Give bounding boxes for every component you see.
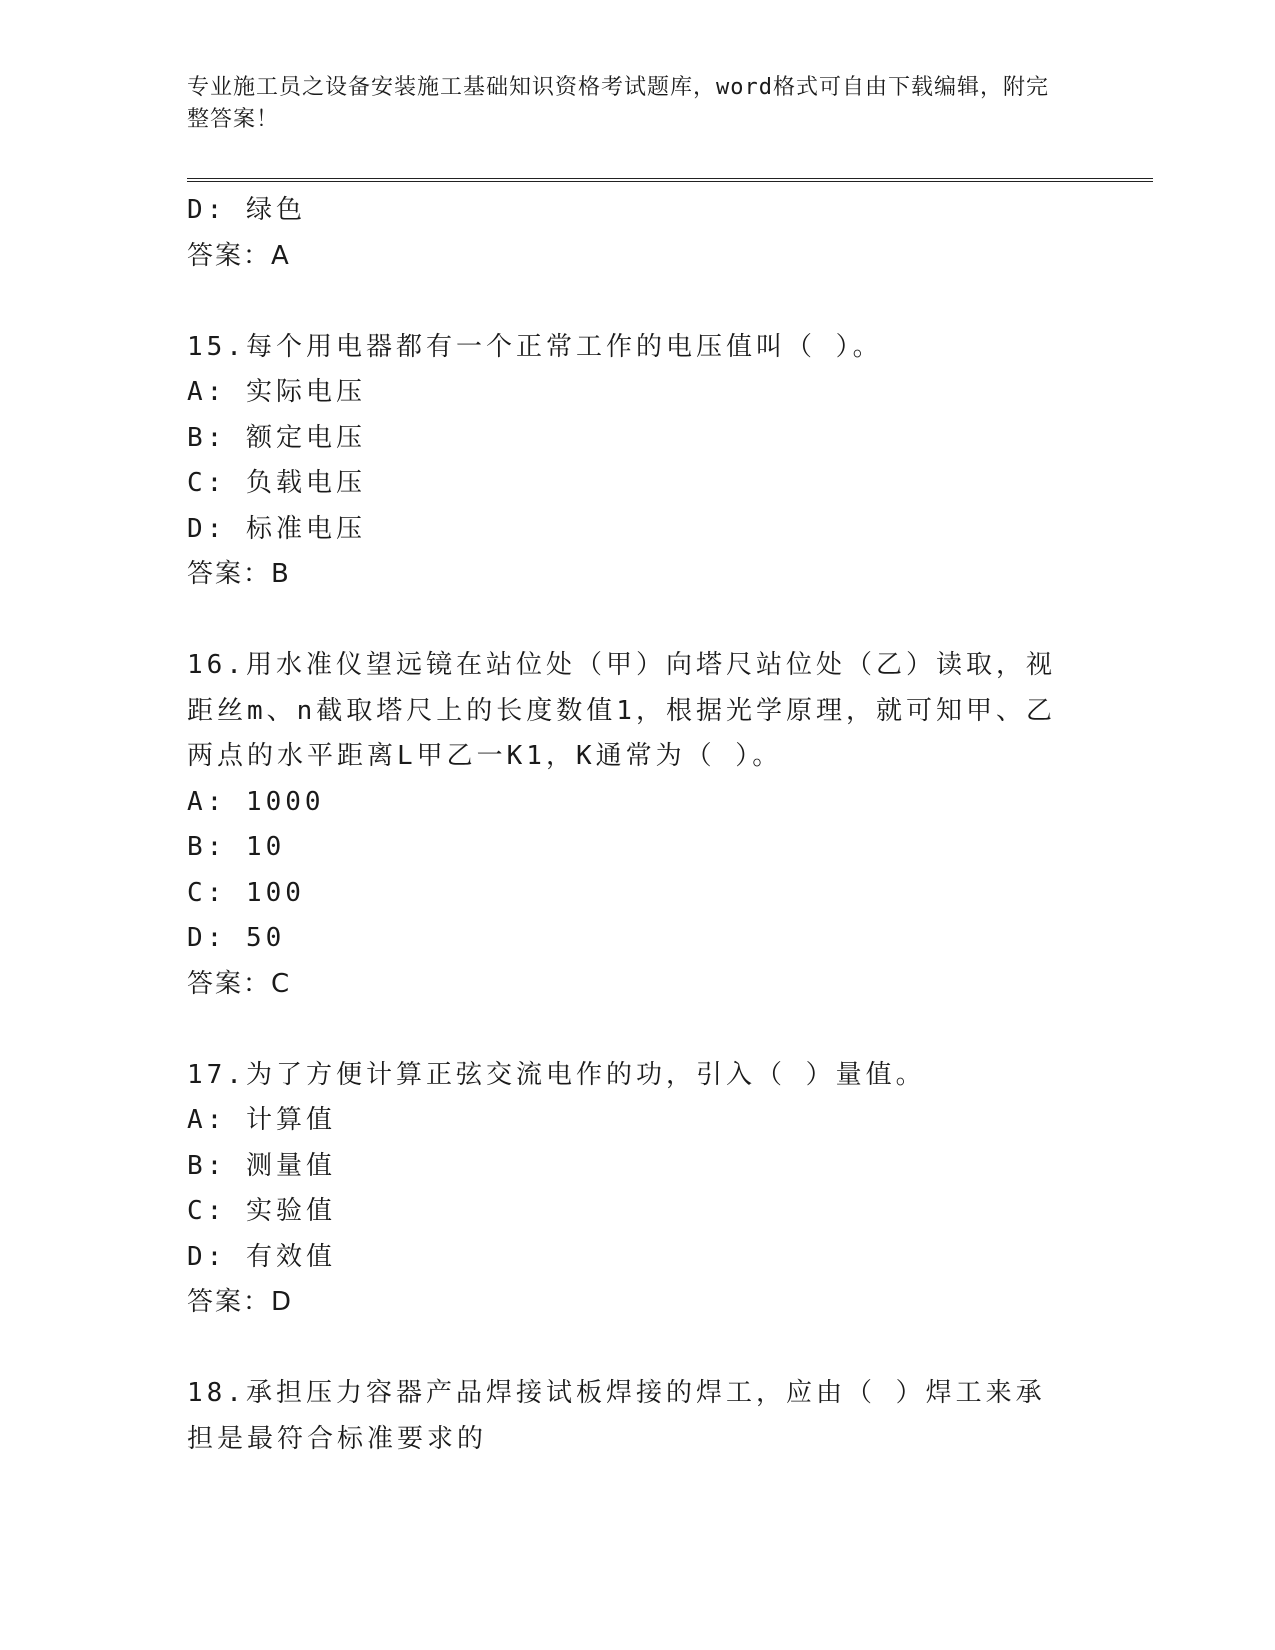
question-text: 17.为了方便计算正弦交流电作的功，引入（ ）量值。 xyxy=(187,1059,926,1090)
document-header xyxy=(187,72,1067,136)
option-a: A: 计算值 xyxy=(187,1105,336,1135)
option-c: C: 实验值 xyxy=(187,1196,336,1226)
prev-answer: 答案：A xyxy=(187,240,291,271)
option-b: B: 测量值 xyxy=(187,1150,336,1181)
option-d: D: 50 xyxy=(187,923,286,953)
question-17 xyxy=(187,1053,1087,1326)
question-15 xyxy=(187,325,1087,598)
option-d: D: 有效值 xyxy=(187,1241,336,1272)
question-text: 18.承担压力容器产品焊接试板焊接的焊工，应由（ ）焊工来承担是最符合标准要求的 xyxy=(187,1378,1046,1454)
prev-option-d: D: 绿色 xyxy=(187,195,306,225)
option-d: D: 标准电压 xyxy=(187,513,366,544)
option-c: C: 负载电压 xyxy=(187,468,366,498)
answer: 答案：D xyxy=(187,1287,294,1317)
spacer xyxy=(187,1007,1087,1053)
answer: 答案：B xyxy=(187,559,291,589)
question-list xyxy=(187,188,1087,1462)
answer: 答案：C xyxy=(187,968,292,999)
header-title: 专业施工员之设备安装施工基础知识资格考试题库，word格式可自由下载编辑，附完整答案！ xyxy=(187,75,1049,132)
option-a: A: 实际电压 xyxy=(187,377,366,407)
spacer xyxy=(187,598,1087,644)
spacer xyxy=(187,279,1087,325)
question-text: 16.用水准仪望远镜在站位处（甲）向塔尺站位处（乙）读取，视距丝m、n截取塔尺上的长度数值1，根据光学原理，就可知甲、乙两点的水平距离L甲乙一K1，K通常为（ ）。 xyxy=(187,650,1056,771)
question-16 xyxy=(187,643,1087,1007)
question-18 xyxy=(187,1371,1087,1462)
option-b: B: 10 xyxy=(187,832,286,862)
question-text: 15.每个用电器都有一个正常工作的电压值叫（ ）。 xyxy=(187,331,883,362)
option-c: C: 100 xyxy=(187,877,305,908)
option-a: A: 1000 xyxy=(187,786,325,817)
spacer xyxy=(187,1326,1087,1372)
header-divider xyxy=(187,178,1153,182)
option-b: B: 额定电压 xyxy=(187,422,366,453)
